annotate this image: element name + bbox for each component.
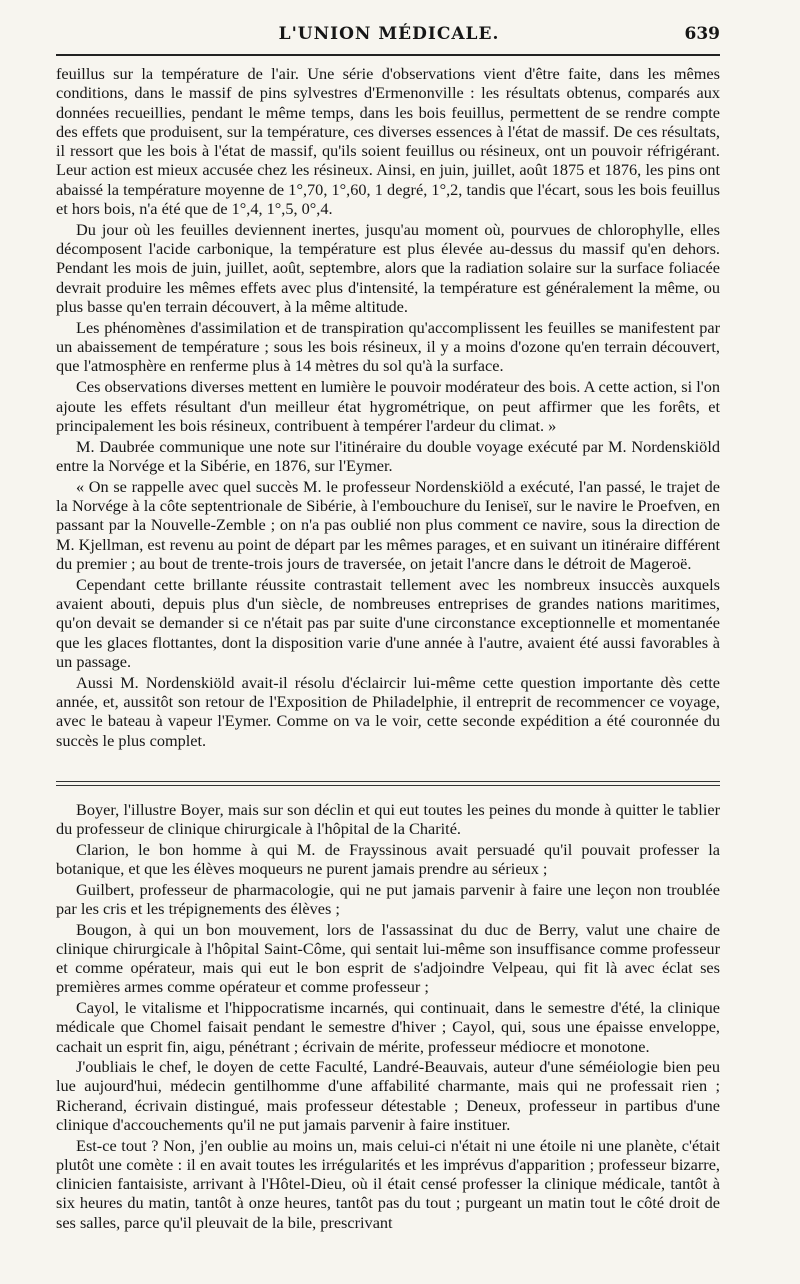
running-title: L'UNION MÉDICALE.	[278, 24, 500, 44]
paragraph: M. Daubrée communique une note sur l'itinéraire du double voyage exécuté par M. Nordenskiöld entre la Norvége et la Sibérie, en 1876, sur l'Eymer.	[56, 436, 720, 475]
paragraph: Aussi M. Nordenskiöld avait-il résolu d'éclaircir lui-même cette question importante dès cette année, et, aussitôt son retour de l'Exposition de Philadelphie, il entreprit de recommencer ce voyage, avec le bateau à vapeur l'Eymer. Comme on va le voir, cette seconde expédition a été couronnée du succès le plus complet.	[56, 672, 720, 750]
academy-report-section	[56, 64, 720, 750]
paragraph: Clarion, le bon homme à qui M. de Frayssinous avait persuadé qu'il pouvait professer la botanique, et que les élèves moqueurs ne purent jamais prendre au sérieux ;	[56, 839, 720, 879]
paragraph: « On se rappelle avec quel succès M. le professeur Nordenskiöld a exécuté, l'an passé, le trajet de la Norvége à la côte septentrionale de Sibérie, à l'embouchure du Ieniseï, sur le navire le Proefven, en passant par la Nouvelle-Zemble ; on n'a pas oublié non plus comment ce navire, sous la direction de M. Kjellman, est revenu au point de départ par les mêmes parages, et en suivant un itinéraire différent du premier ; au bout de trente-trois jours de traversée, on jetait l'ancre dans le détroit de Mageroë.	[56, 476, 720, 573]
section-divider	[56, 785, 720, 786]
feuilleton-section	[56, 800, 720, 1232]
paragraph: Cependant cette brillante réussite contrastait tellement avec les nombreux insuccès auxquels avaient abouti, depuis plus d'un siècle, de nombreuses entreprises de grandes nations maritimes, qu'on devait se demander si ce n'était pas par suite d'une circonstance exceptionnelle et momentanée que les glaces flottantes, dont la disposition varie d'une année à l'autre, avaient été aussi favorables à un passage.	[56, 574, 720, 671]
page-number: 639	[684, 24, 720, 44]
paragraph: Du jour où les feuilles deviennent inertes, jusqu'au moment où, pourvues de chlorophylle, elles décomposent l'acide carbonique, la température est plus élevée au-dessus du massif qu'en dehors. Pendant les mois de juin, juillet, août, septembre, alors que la radiation solaire sur la surface foliacée devrait produire les mêmes effets avec plus d'intensité, la température est généralement la même, ou plus basse qu'en terrain découvert, à la même altitude.	[56, 219, 720, 317]
paragraph: Est-ce tout ? Non, j'en oublie au moins un, mais celui-ci n'était ni une étoile ni une planète, c'était plutôt une comète : il en avait toutes les irrégularités et les imprévus d'apparition ; professeur bizarre, clinicien fantaisiste, arrivant à l'Hôtel-Dieu, où il était censé professer la clinique médicale, tantôt à six heures du matin, tantôt à onze heures, tantôt pas du tout ; purgeant un matin tout le côté droit de ses salles, parce qu'il pleuvait de la bile, prescrivant	[56, 1135, 720, 1232]
paragraph: Boyer, l'illustre Boyer, mais sur son déclin et qui eut toutes les peines du monde à quitter le tablier du professeur de clinique chirurgicale à l'hôpital de la Charité.	[56, 800, 720, 839]
paragraph: Bougon, à qui un bon mouvement, lors de l'assassinat du duc de Berry, valut une chaire de clinique chirurgicale à l'hôpital Saint-Côme, qui sentait lui-même son insuffisance comme professeur et comme opérateur, mais qui eut le bon esprit de s'adjoindre Velpeau, qui fit là avec éclat ses premières armes comme opérateur et comme professeur ;	[56, 919, 720, 997]
page-header	[58, 20, 720, 52]
section-divider	[56, 781, 720, 782]
paragraph: feuillus sur la température de l'air. Une série d'observations vient d'être faite, dans les mêmes conditions, dans le massif de pins sylvestres d'Ermenonville : les résultats obtenus, comparés aux données recueillies, pendant le même temps, dans les bois feuillus, permettent de se rendre compte des effets que produisent, sur la température, ces diverses essences à l'état de massif. De ces résultats, il ressort que les bois à l'état de massif, qu'ils soient feuillus ou résineux, ont un pouvoir réfrigérant. Leur action est mieux accusée chez les résineux. Ainsi, en juin, juillet, août 1875 et 1876, les pins ont abaissé la température moyenne de 1°,70, 1°,60, 1 degré, 1°,2, tandis que l'écart, sous les bois feuillus et hors bois, n'a été que de 1°,4, 1°,5, 0°,4.	[56, 64, 720, 219]
header-rule	[56, 54, 720, 56]
paragraph: Guilbert, professeur de pharmacologie, qui ne put jamais parvenir à faire une leçon non troublée par les cris et les trépignements des élèves ;	[56, 879, 720, 919]
paragraph: Cayol, le vitalisme et l'hippocratisme incarnés, qui continuait, dans le semestre d'été, la clinique médicale que Chomel faisait pendant le semestre d'hiver ; Cayol, qui, sous une épaisse enveloppe, cachait un esprit fin, aigu, pénétrant ; écrivain de mérite, professeur médiocre et monotone.	[56, 998, 720, 1056]
paragraph: Les phénomènes d'assimilation et de transpiration qu'accomplissent les feuilles se manifestent par un abaissement de température ; sous les bois résineux, il y a moins d'ozone qu'en terrain découvert, que l'atmosphère en renferme plus à 14 mètres du sol qu'à la surface.	[56, 317, 720, 376]
paragraph: J'oubliais le chef, le doyen de cette Faculté, Landré-Beauvais, auteur d'une séméiologie bien peu lue aujourd'hui, médecin gentilhomme d'une affabilité charmante, mais qui ne professait rien ; Richerand, écrivain distingué, mais professeur détestable ; Deneux, professeur in partibus d'une clinique d'accouchements qu'il ne put jamais parvenir à faire instituer.	[56, 1057, 720, 1134]
paragraph: Ces observations diverses mettent en lumière le pouvoir modérateur des bois. A cette action, si l'on ajoute les effets résultant d'un meilleur état hygrométrique, on peut affirmer que les forêts, et principalement les bois résineux, contribuent à tempérer l'ardeur du climat. »	[56, 377, 720, 435]
